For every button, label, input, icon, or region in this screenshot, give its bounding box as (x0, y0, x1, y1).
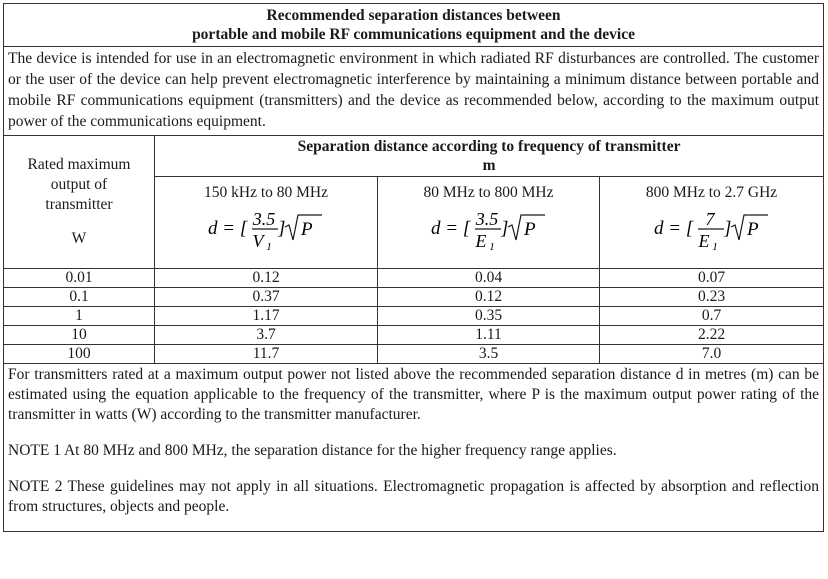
power-cell: 0.01 (4, 269, 155, 288)
formula-lhs: d = [ (208, 218, 248, 239)
table-row (4, 288, 824, 307)
distance-cell-3: 0.7 (600, 307, 824, 326)
distance-cell-1: 1.17 (155, 307, 378, 326)
intro-paragraph (4, 47, 824, 136)
formula-denominator-sub: 1 (266, 241, 272, 251)
distance-cell-2: 3.5 (378, 345, 600, 364)
note-2: NOTE 2 These guidelines may not apply in all situations. Electromagnetic propagation is affected by absorption and reflection from structures, objects and people. (8, 478, 820, 515)
formula-rhs: ] (278, 218, 286, 239)
distance-cell-1: 11.7 (155, 345, 378, 364)
separation-header (155, 136, 824, 177)
separation-heading: Separation distance according to frequency of transmitter (297, 138, 681, 155)
formula-var: P (523, 219, 536, 240)
table-title (4, 4, 824, 47)
separation-unit: m (482, 157, 496, 174)
general-note: For transmitters rated at a maximum output power not listed above the recommended separation distance d in metres (m) can be estimated using the equation applicable to the frequency of the transmitter, where P is the maximum output power rating of the transmitter in watts (W) according to the transmitter manufacturer. (8, 366, 820, 423)
title-line-2: portable and mobile RF communications equipment and the device (192, 26, 635, 43)
table-row (4, 326, 824, 345)
formula-numerator: 3.5 (252, 209, 276, 229)
formula-denominator: E (698, 231, 710, 251)
distance-cell-1: 0.37 (155, 288, 378, 307)
distance-cell-3: 7.0 (600, 345, 824, 364)
intro-text: The device is intended for use in an electromagnetic environment in which radiated RF disturbances are controlled. The customer or the user of the device can help prevent electromagnetic interference by maintaining a minimum distance between portable and mobile RF communications equipment (transmitters) and the device as recommended below, according to the maximum output power of the communications equipment. (8, 50, 820, 130)
formula-denominator-sub: 1 (488, 241, 495, 251)
power-cell: 100 (4, 345, 155, 364)
rated-label-line3: transmitter (45, 196, 113, 213)
distance-cell-2: 1.11 (378, 326, 600, 345)
table-row (4, 345, 824, 364)
formula-var: P (301, 219, 313, 240)
freq-column-header-1 (155, 177, 378, 269)
distance-cell-2: 0.04 (378, 269, 600, 288)
distance-cell-3: 2.22 (600, 326, 824, 345)
freq-range-label: 80 MHz to 800 MHz (423, 184, 554, 201)
notes-section (4, 364, 824, 532)
formula-rhs: ] (723, 218, 731, 239)
distance-cell-2: 0.12 (378, 288, 600, 307)
freq-column-header-2 (378, 177, 600, 269)
freq-range-label: 800 MHz to 2.7 GHz (645, 184, 778, 201)
title-line-1: Recommended separation distances between (266, 7, 561, 24)
separation-distance-table (3, 3, 824, 532)
power-cell: 10 (4, 326, 155, 345)
rated-label-line1: Rated maximum (27, 156, 131, 173)
power-cell: 1 (4, 307, 155, 326)
note-1: NOTE 1 At 80 MHz and 800 MHz, the separation distance for the higher frequency range applies. (8, 442, 617, 459)
distance-formula-2 (429, 207, 549, 251)
freq-column-header-3 (600, 177, 824, 269)
distance-cell-1: 0.12 (155, 269, 378, 288)
table-row (4, 269, 824, 288)
formula-denominator: E (475, 231, 486, 251)
formula-denominator: V (252, 231, 264, 251)
distance-formula-3 (652, 207, 772, 251)
power-cell: 0.1 (4, 288, 155, 307)
rated-power-header (4, 136, 155, 269)
formula-rhs: ] (500, 218, 508, 239)
formula-numerator: 3.5 (475, 209, 498, 229)
formula-var: P (746, 219, 759, 240)
distance-cell-2: 0.35 (378, 307, 600, 326)
table-row (4, 307, 824, 326)
rated-label-line2: output of (50, 176, 108, 193)
formula-numerator: 7 (705, 209, 715, 229)
rated-unit: W (71, 230, 87, 247)
formula-lhs: d = [ (653, 218, 693, 239)
distance-cell-3: 0.07 (600, 269, 824, 288)
distance-cell-1: 3.7 (155, 326, 378, 345)
formula-lhs: d = [ (430, 218, 470, 239)
freq-range-label: 150 kHz to 80 MHz (204, 184, 328, 201)
distance-formula-1 (206, 207, 326, 251)
formula-denominator-sub: 1 (711, 241, 718, 251)
distance-cell-3: 0.23 (600, 288, 824, 307)
